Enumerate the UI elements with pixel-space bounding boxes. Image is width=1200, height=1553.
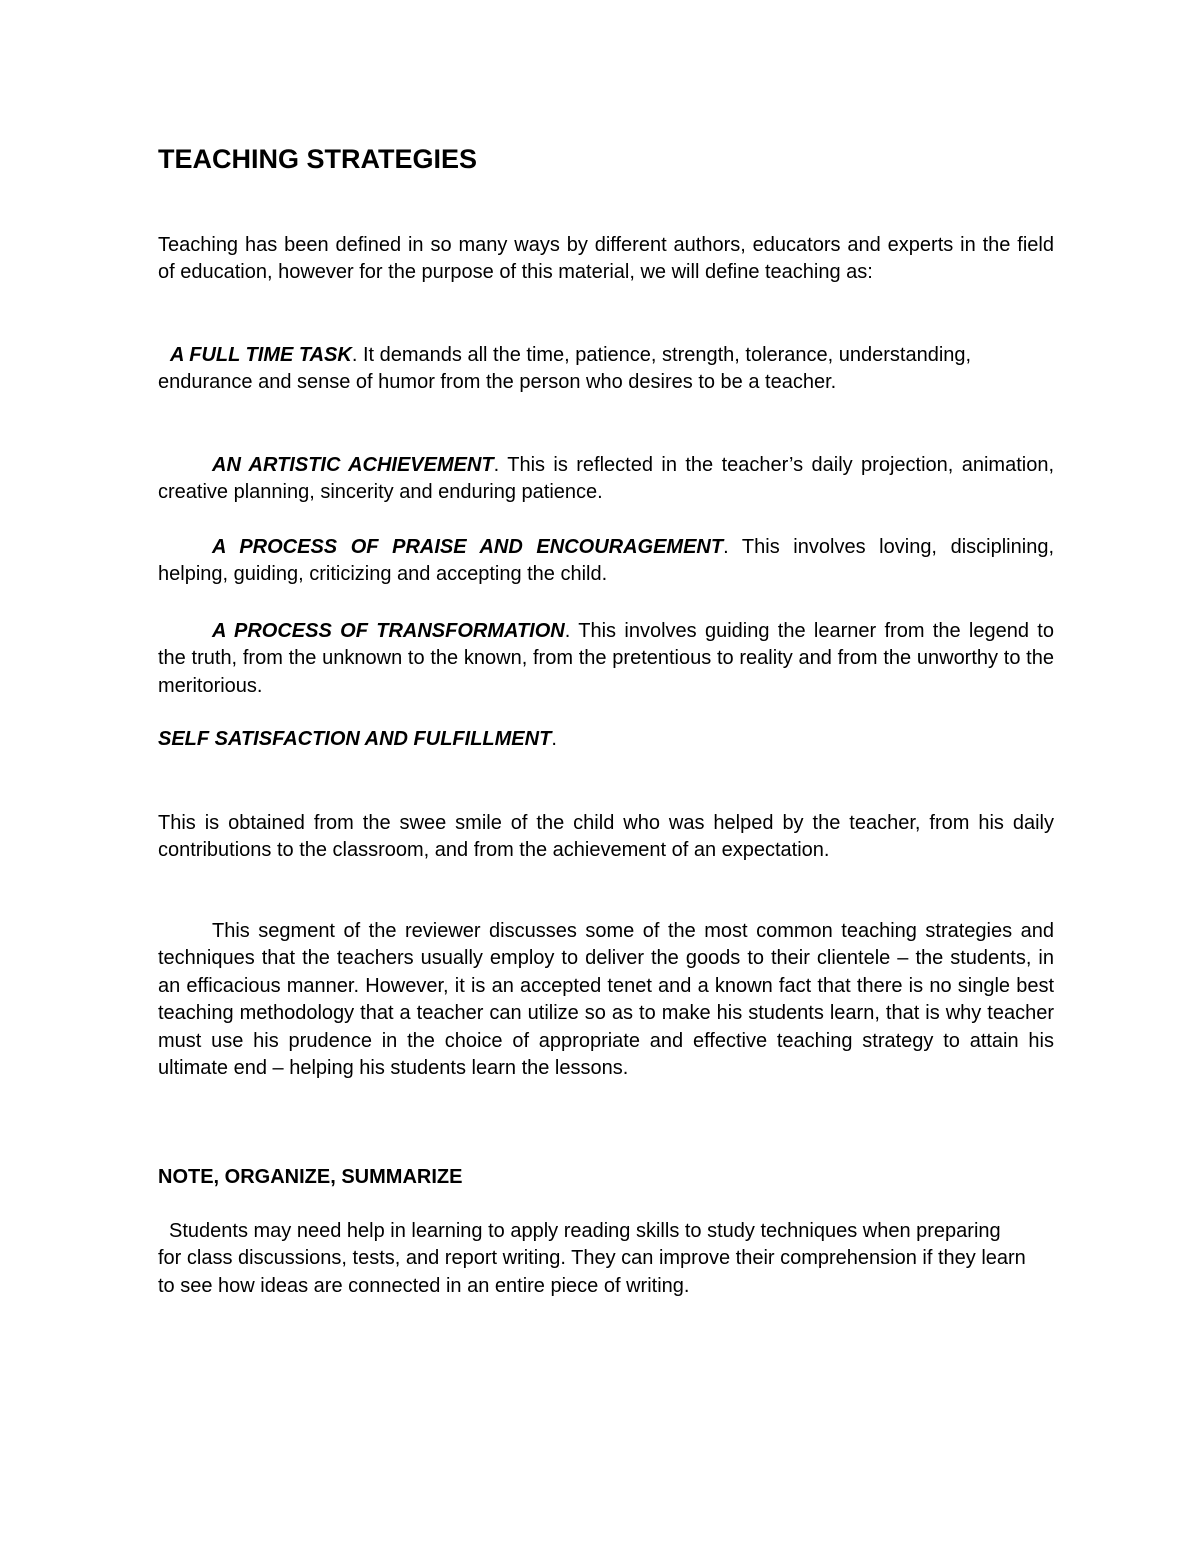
self-satisfaction-heading-text: SELF SATISFACTION AND FULFILLMENT [158, 728, 552, 750]
definition-term: A PROCESS OF PRAISE AND ENCOURAGEMENT [212, 536, 724, 558]
definition-text: . This involves loving, disciplining, helping, guiding, criticizing and accepting the child. [158, 536, 1054, 586]
definition-text: . This is reflected in the teacher’s daily projection, animation, creative planning, sincerity and enduring patience. [158, 454, 1054, 504]
definition-praise-encouragement [158, 534, 1054, 589]
definition-text: . This involves guiding the learner from the legend to the truth, from the unknown to the known, from the pretentious to reality and from the unworthy to the meritorious. [158, 620, 1054, 697]
definition-text: . It demands all the time, patience, strength, tolerance, understanding, endurance and sense of humor from the person who desires to be a teacher. [158, 344, 972, 394]
definition-term: A FULL TIME TASK [170, 344, 352, 366]
definition-term: A PROCESS OF TRANSFORMATION [212, 620, 565, 642]
note-organize-summarize-heading: NOTE, ORGANIZE, SUMMARIZE [158, 1166, 463, 1188]
intro-paragraph: Teaching has been defined in so many ways by different authors, educators and experts in the field of education, however for the purpose of this material, we will define teaching as: [158, 234, 1054, 284]
definition-full-time-task [158, 342, 1008, 397]
self-satisfaction-body: This is obtained from the swee smile of the child who was helped by the teacher, from his daily contributions to the classroom, and from the achievement of an expectation. [158, 812, 1054, 862]
self-satisfaction-heading-suffix: . [551, 728, 557, 750]
definition-transformation [158, 618, 1054, 700]
self-satisfaction-heading [158, 728, 557, 751]
definition-term: AN ARTISTIC ACHIEVEMENT [212, 454, 494, 476]
note-section-body: Students may need help in learning to apply reading skills to study techniques when preparing for class discussions, tests, and report writing. They can improve their comprehension if they learn to see how ideas are connected in an entire piece of writing. [158, 1220, 1026, 1297]
page-title: TEACHING STRATEGIES [158, 144, 478, 174]
definition-artistic-achievement [158, 452, 1054, 507]
segment-paragraph: This segment of the reviewer discusses some of the most common teaching strategies and techniques that the teachers usually employ to deliver the goods to their clientele – the students, in an efficacious manner. However, it is an accepted tenet and a known fact that there is no single best teaching methodology that a teacher can utilize so as to make his students learn, that is why teacher must use his prudence in the choice of appropriate and effective teaching strategy to attain his ultimate end – helping his students learn the lessons. [158, 920, 1054, 1080]
